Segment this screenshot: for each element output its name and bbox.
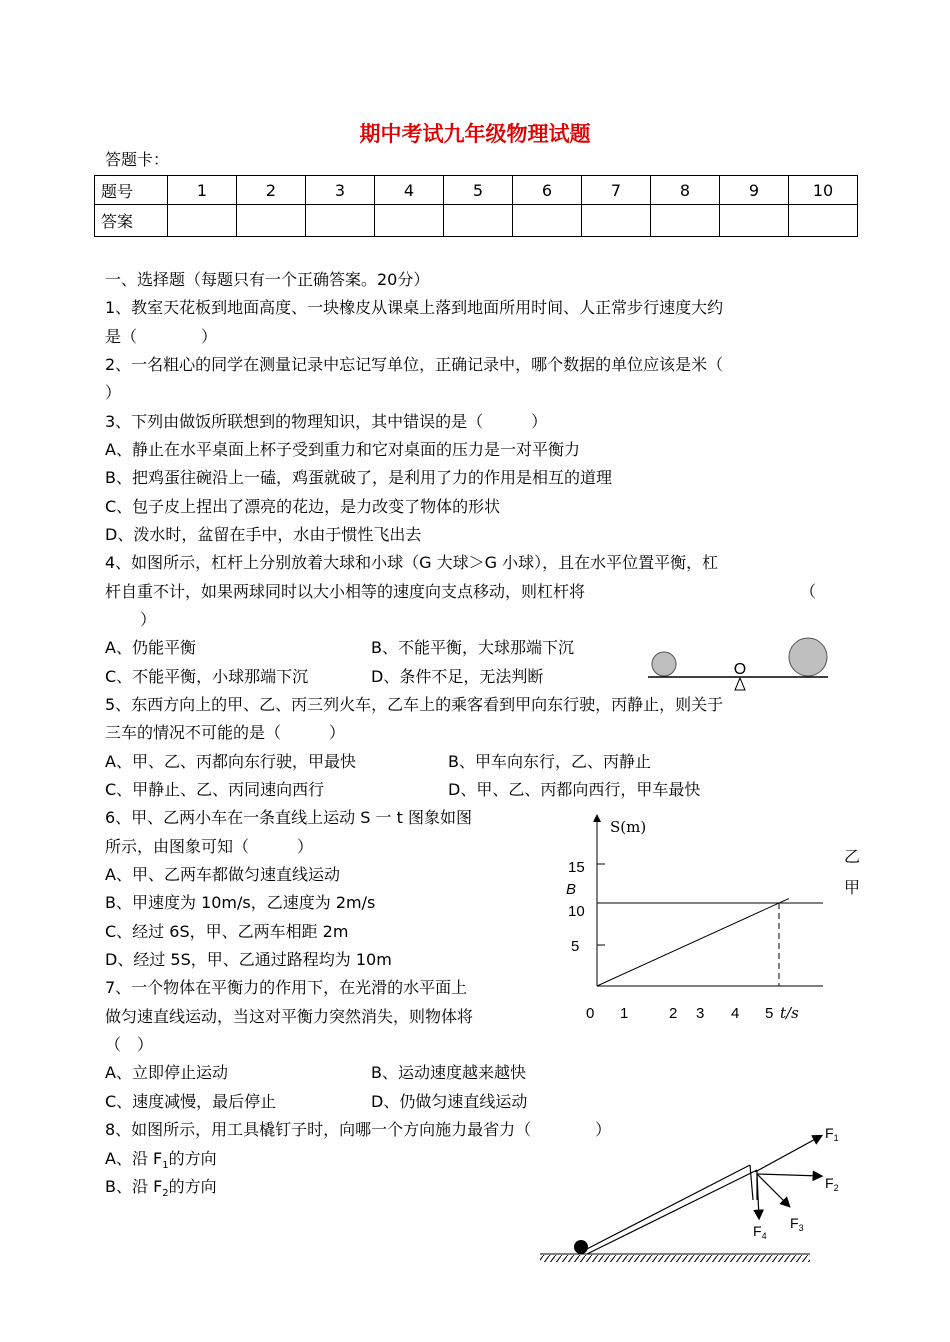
q4-option-a: A、仍能平衡 <box>105 638 196 657</box>
answer-row <box>95 205 858 237</box>
q2-line1: 2、一名粗心的同学在测量记录中忘记写单位，正确记录中，哪个数据的单位应该是米（ <box>105 355 724 374</box>
answer-cell[interactable] <box>237 205 306 237</box>
q8-option-a-suffix: 的方向 <box>168 1149 217 1168</box>
force-label-f2: $F_2$ <box>825 1175 839 1193</box>
x-tick-1: 1 <box>620 1005 629 1022</box>
answer-cell[interactable] <box>444 205 513 237</box>
answer-cell[interactable] <box>651 205 720 237</box>
answer-cell[interactable] <box>582 205 651 237</box>
question-number-cell: 1 <box>168 176 237 205</box>
q8-stem: 8、如图所示，用工具橇钉子时，向哪一个方向施力最省力（ ） <box>105 1120 612 1139</box>
x-tick-5: 5 <box>765 1005 774 1022</box>
q4-option-d: D、条件不足，无法判断 <box>371 667 544 686</box>
answer-card-table <box>94 175 858 237</box>
question-number-cell: 9 <box>720 176 789 205</box>
q4-paren-open: （ <box>800 582 817 601</box>
s-t-graph <box>550 810 870 1030</box>
question-number-cell: 2 <box>237 176 306 205</box>
q3-stem: 3、下列由做饭所联想到的物理知识，其中错误的是（ ） <box>105 412 548 431</box>
q5-option-b: B、甲车向东行，乙、丙静止 <box>448 752 651 771</box>
force-f2-arrow <box>757 1174 821 1176</box>
page-title: 期中考试九年级物理试题 <box>359 122 591 146</box>
q6-option-d: D、经过 5S，甲、乙通过路程均为 10m <box>105 950 392 969</box>
q7-option-b: B、运动速度越来越快 <box>371 1063 526 1082</box>
series-label-jia: 甲 <box>844 878 861 897</box>
q5-option-c: C、甲静止、乙、丙同速向西行 <box>105 780 325 799</box>
row-label-number: 题号 <box>95 176 168 205</box>
section-heading: 一、选择题（每题只有一个正确答案。20分） <box>105 270 430 289</box>
y-tick-5: 5 <box>571 938 580 955</box>
crowbar-lower-edge <box>581 1165 750 1252</box>
series-line-yi <box>597 899 789 986</box>
answer-cell[interactable] <box>513 205 582 237</box>
question-number-row <box>95 176 858 205</box>
q3-option-c: C、包子皮上捏出了漂亮的花边，是力改变了物体的形状 <box>105 497 501 516</box>
crowbar-upper-edge <box>587 1170 757 1254</box>
crowbar-handle-edge <box>750 1165 753 1200</box>
force-f1-arrow <box>755 1136 821 1172</box>
force-f3-arrow <box>757 1174 789 1206</box>
q6-line2: 所示，由图象可知（ ） <box>105 837 314 856</box>
y-axis-label: S(m) <box>610 818 647 836</box>
fulcrum-triangle <box>735 678 745 690</box>
answer-cell[interactable] <box>720 205 789 237</box>
q7-line2: 做匀速直线运动，当这对平衡力突然消失，则物体将 <box>105 1007 474 1026</box>
ground-hatch <box>540 1255 810 1262</box>
q8-option-b-sub: 2 <box>162 1188 169 1200</box>
answer-card-label: 答题卡： <box>105 150 170 169</box>
q5-line2: 三车的情况不可能的是（ ） <box>105 723 346 742</box>
q2-line2: ） <box>105 383 122 402</box>
q1-line1: 1、教室天花板到地面高度、一块橡皮从课桌上落到地面所用时间、人正常步行速度大约 <box>105 298 724 317</box>
q4-option-c: C、不能平衡，小球那端下沉 <box>105 667 309 686</box>
b-label: B <box>566 881 577 898</box>
q6-line1: 6、甲、乙两小车在一条直线上运动 S 一 t 图象如图 <box>105 808 472 827</box>
q4-option-b: B、不能平衡，大球那端下沉 <box>371 638 574 657</box>
answer-cell[interactable] <box>789 205 858 237</box>
force-label-f1: $F_1$ <box>825 1125 839 1143</box>
q6-option-c: C、经过 6S，甲、乙两车相距 2m <box>105 922 349 941</box>
answer-cell[interactable] <box>168 205 237 237</box>
crowbar-diagram <box>525 1120 855 1270</box>
question-number-cell: 3 <box>306 176 375 205</box>
lever-diagram <box>640 632 840 694</box>
question-number-cell: 5 <box>444 176 513 205</box>
x-axis-label: t/s <box>780 1004 799 1022</box>
x-tick-0: 0 <box>586 1005 595 1022</box>
x-tick-2: 2 <box>669 1005 678 1022</box>
q7-line3: （ ） <box>105 1035 154 1054</box>
q8-option-a-text: A、沿 F <box>105 1149 163 1168</box>
q7-option-d: D、仍做匀速直线运动 <box>371 1092 528 1111</box>
q5-option-a: A、甲、乙、丙都向东行驶，甲最快 <box>105 752 356 771</box>
answer-cell[interactable] <box>375 205 444 237</box>
q5-line1: 5、东西方向上的甲、乙、丙三列火车，乙车上的乘客看到甲向东行驶，丙静止，则关于 <box>105 695 724 714</box>
row-label-answer: 答案 <box>95 205 168 237</box>
q8-option-b-suffix: 的方向 <box>168 1177 217 1196</box>
q7-option-c: C、速度减慢，最后停止 <box>105 1092 277 1111</box>
q8-option-b <box>105 1177 217 1204</box>
x-tick-4: 4 <box>731 1005 740 1022</box>
q4-paren-close: ） <box>140 610 157 629</box>
answer-cell[interactable] <box>306 205 375 237</box>
q6-option-b: B、甲速度为 10m/s，乙速度为 2m/s <box>105 893 376 912</box>
pivot-label: O <box>733 661 747 678</box>
q3-option-b: B、把鸡蛋往碗沿上一磕，鸡蛋就破了，是利用了力的作用是相互的道理 <box>105 468 612 487</box>
y-tick-10: 10 <box>568 903 585 920</box>
q1-line2: 是（ ） <box>105 327 218 346</box>
question-number-cell: 8 <box>651 176 720 205</box>
q3-option-a: A、静止在水平桌面上杯子受到重力和它对桌面的压力是一对平衡力 <box>105 440 580 459</box>
q8-option-b-text: B、沿 F <box>105 1177 163 1196</box>
x-tick-3: 3 <box>696 1005 705 1022</box>
question-number-cell: 10 <box>789 176 858 205</box>
y-tick-15: 15 <box>568 859 585 876</box>
question-number-cell: 6 <box>513 176 582 205</box>
q4-line1: 4、如图所示，杠杆上分别放着大球和小球（G 大球＞G 小球），且在水平位置平衡，杠 <box>105 553 719 572</box>
q7-option-a: A、立即停止运动 <box>105 1063 228 1082</box>
force-label-f4: $F_4$ <box>753 1223 767 1241</box>
question-number-cell: 7 <box>582 176 651 205</box>
q6-option-a: A、甲、乙两车都做匀速直线运动 <box>105 865 340 884</box>
q5-option-d: D、甲、乙、丙都向西行，甲车最快 <box>448 780 701 799</box>
q3-option-d: D、泼水时，盆留在手中，水由于惯性飞出去 <box>105 525 422 544</box>
large-ball <box>789 638 827 676</box>
small-ball <box>652 652 676 676</box>
force-label-f3: $F_3$ <box>790 1215 804 1233</box>
q4-line2: 杆自重不计，如果两球同时以大小相等的速度向支点移动，则杠杆将 <box>105 582 586 601</box>
q8-option-a <box>105 1149 217 1176</box>
q7-line1: 7、一个物体在平衡力的作用下，在光滑的水平面上 <box>105 978 468 997</box>
q8-option-a-sub: 1 <box>162 1160 169 1172</box>
series-label-yi: 乙 <box>844 847 861 866</box>
question-number-cell: 4 <box>375 176 444 205</box>
